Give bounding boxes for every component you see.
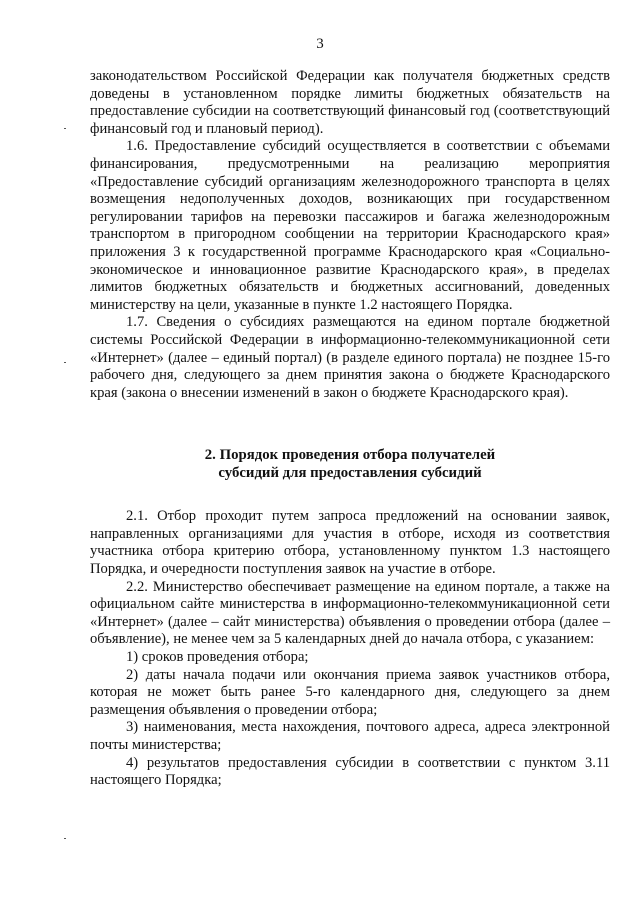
paragraph-1-6: 1.6. Предоставление субсидий осуществляется в соответствии с объемами финансирования, предусмотренными на реализацию мероприятия «Предоставление субсидий организациям железнодорожного транспорта в целях возмещения недополученных доходов, возникающих при государственном регулировании тарифов на перевозки пассажиров и багажа железнодорожным транспортом в пригородном сообщении на территории Краснодарского края» приложения 3 к государственной программе Краснодарского края «Социально-экономическое и инновационное развитие Краснодарского края», в пределах лимитов бюджетных обязательств и бюджетных ассигнований, доведенных министерству на цели, указанные в пункте 1.2 настоящего Порядка. <box>90 138 610 313</box>
paragraph-1-7: 1.7. Сведения о субсидиях размещаются на едином портале бюджетной системы Российской Федерации в информационно-телекоммуникационной сети «Интернет» (далее – единый портал) (в разделе единого портала) не позднее 15-го рабочего дня, следующего за днем принятия закона о бюджете Краснодарского края (закона о внесении изменений в закон о бюджете Краснодарского края). <box>90 314 610 401</box>
page-number: 3 <box>316 36 324 52</box>
scan-speck <box>64 128 66 129</box>
list-item-2: 2) даты начала подачи или окончания приема заявок участников отбора, которая не может быть ранее 5-го календарного дня, следующего за днем размещения объявления о проведении отбора; <box>90 666 610 718</box>
scan-speck <box>64 838 66 839</box>
document-body <box>90 68 610 790</box>
section-heading <box>90 446 610 482</box>
list-item-1: 1) сроков проведения отбора; <box>126 649 309 666</box>
list-item-3: 3) наименования, места нахождения, почтового адреса, адреса электронной почты министерства; <box>90 719 610 753</box>
section-heading-line1: 2. Порядок проведения отбора получателей <box>204 447 496 464</box>
scan-speck <box>64 362 66 363</box>
list-item-4: 4) результатов предоставления субсидии в соответствии с пунктом 3.11 настоящего Порядка; <box>90 754 610 789</box>
paragraph-2-2: 2.2. Министерство обеспечивает размещение на едином портале, а также на официальном сайте министерства в информационно-телекоммуникационной сети «Интернет» (далее – сайт министерства) объявления о проведении отбора (далее – объявление), не менее чем за 5 календарных дней до начала отбора, с указанием: <box>90 578 610 648</box>
paragraph-continuation: законодательством Российской Федерации как получателя бюджетных средств доведены в установленном порядке лимиты бюджетных обязательств на предоставление субсидии на соответствующий финансовый год (соответствующий финансовый год и плановый период). <box>90 68 610 137</box>
paragraph-2-1: 2.1. Отбор проходит путем запроса предложений на основании заявок, направленных организациями для участия в отборе, исходя из соответствия участника отбора критерию отбора, установленному пунктом 1.3 настоящего Порядка, и очередности поступления заявок на участие в отборе. <box>90 508 610 578</box>
section-heading-line2: субсидий для предоставления субсидий <box>218 465 482 482</box>
